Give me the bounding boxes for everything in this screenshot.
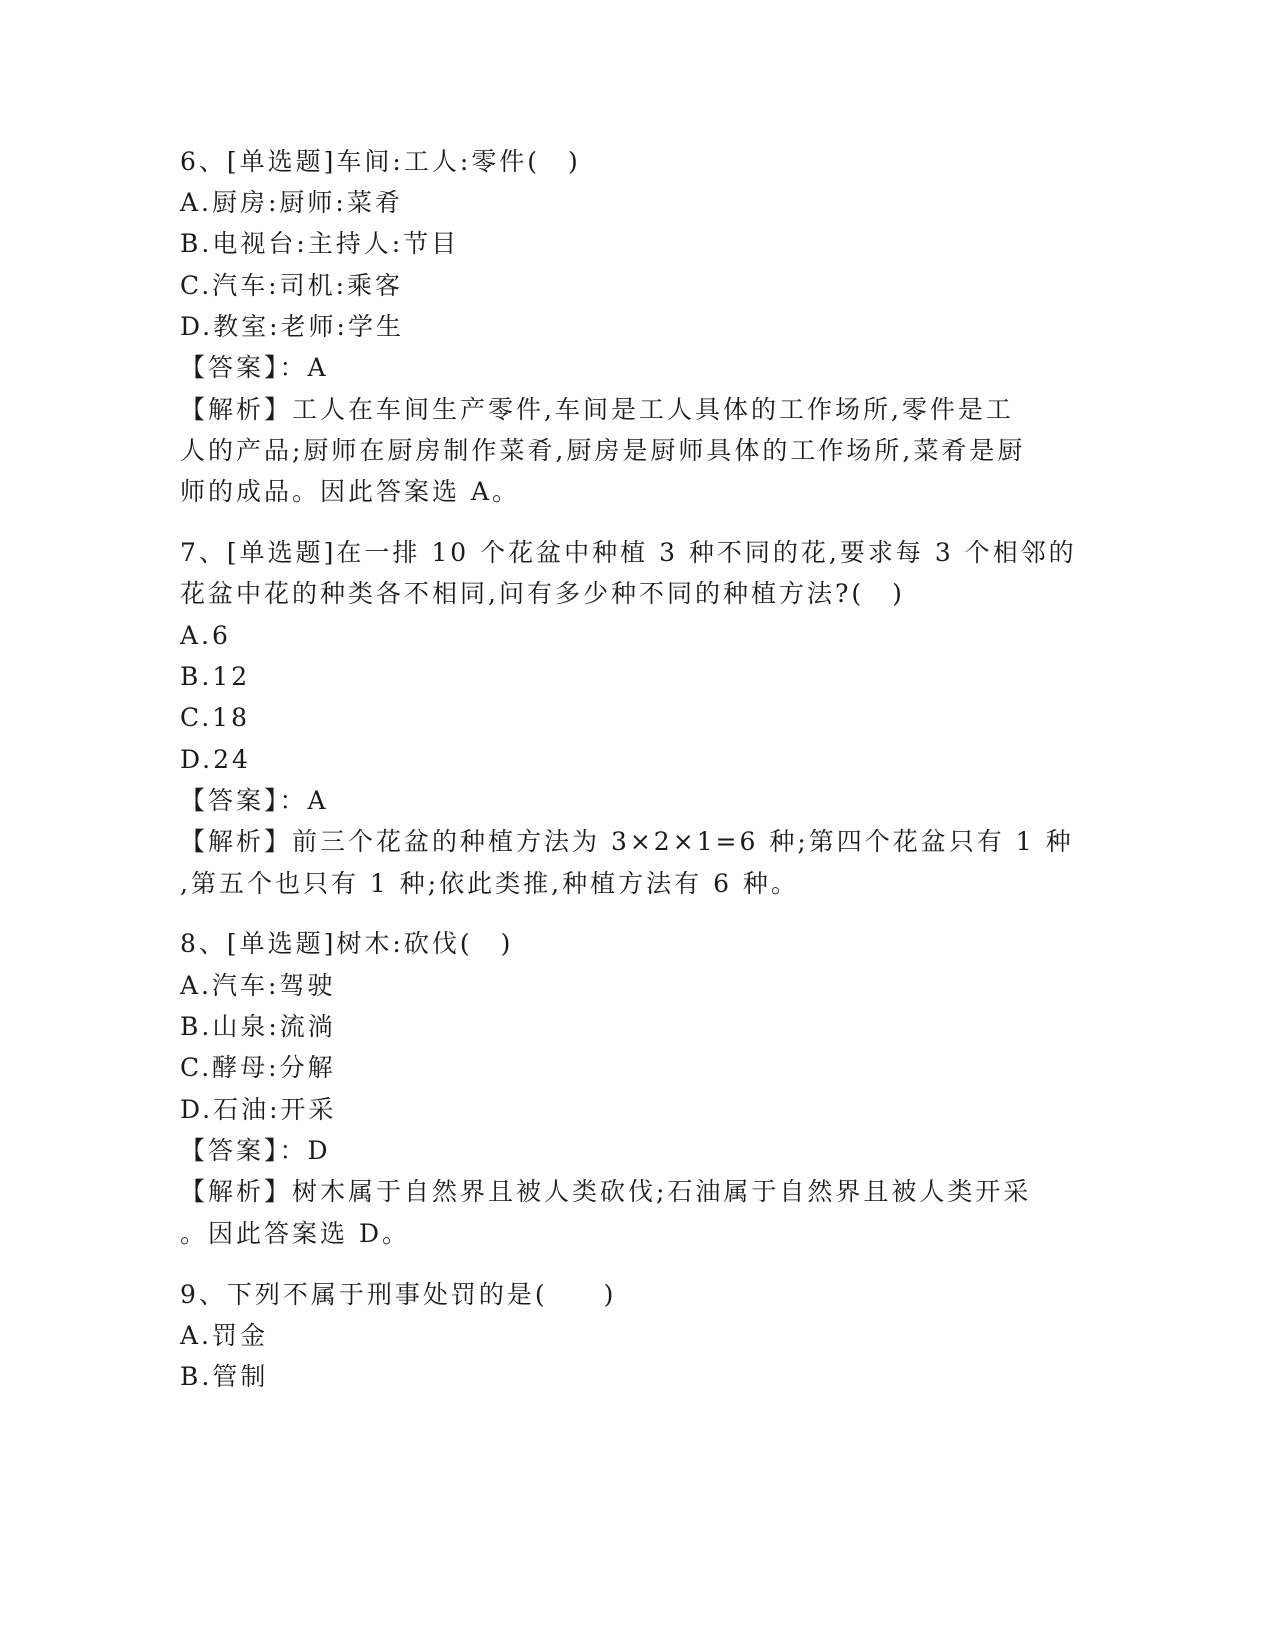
question-8-option-b: B.山泉:流淌	[180, 1012, 336, 1041]
question-8-stem: 8、[单选题]树木:砍伐( )	[180, 929, 514, 958]
question-7-stem-line-2: 花盆中花的种类各不相同,问有多少种不同的种植方法?( )	[180, 579, 905, 608]
question-7-answer: 【答案】：A	[180, 786, 329, 815]
question-9-option-b: B.管制	[180, 1362, 269, 1391]
question-6-analysis-line-2: 人的产品;厨师在厨房制作菜肴,厨房是厨师具体的工作场所,菜肴是厨	[180, 436, 1026, 465]
question-8-analysis-line-1: 【解析】树木属于自然界且被人类砍伐;石油属于自然界且被人类开采	[180, 1177, 1032, 1206]
question-7-analysis-line-1: 【解析】前三个花盆的种植方法为 3×2×1=6 种;第四个花盆只有 1 种	[180, 827, 1074, 856]
question-7-option-a: A.6	[180, 621, 231, 650]
question-8-analysis-line-2: 。因此答案选 D。	[180, 1219, 410, 1248]
question-6-option-d: D.教室:老师:学生	[180, 312, 404, 341]
question-8-answer: 【答案】：D	[180, 1136, 331, 1165]
question-7-option-b: B.12	[180, 662, 251, 691]
question-6-option-c: C.汽车:司机:乘客	[180, 271, 404, 300]
question-7-stem-line-1: 7、[单选题]在一排 10 个花盆中种植 3 种不同的花,要求每 3 个相邻的	[180, 538, 1077, 567]
question-6-analysis-line-3: 师的成品。因此答案选 A。	[180, 477, 521, 506]
question-6-option-a: A.厨房:厨师:菜肴	[180, 188, 403, 217]
question-6-analysis-line-1: 【解析】工人在车间生产零件,车间是工人具体的工作场所,零件是工	[180, 395, 1014, 424]
question-6-answer: 【答案】：A	[180, 353, 329, 382]
question-6-stem: 6、[单选题]车间:工人:零件( )	[180, 147, 581, 176]
question-8-option-a: A.汽车:驾驶	[180, 971, 336, 1000]
question-7-analysis-line-2: ,第五个也只有 1 种;依此类推,种植方法有 6 种。	[180, 869, 799, 898]
question-8-option-c: C.酵母:分解	[180, 1053, 336, 1082]
question-7-option-d: D.24	[180, 745, 251, 774]
question-9-option-a: A.罚金	[180, 1321, 269, 1350]
question-9-stem: 9、下列不属于刑事处罚的是( )	[180, 1280, 617, 1309]
question-6-option-b: B.电视台:主持人:节目	[180, 229, 460, 258]
question-7-option-c: C.18	[180, 703, 250, 732]
question-8-option-d: D.石油:开采	[180, 1095, 337, 1124]
